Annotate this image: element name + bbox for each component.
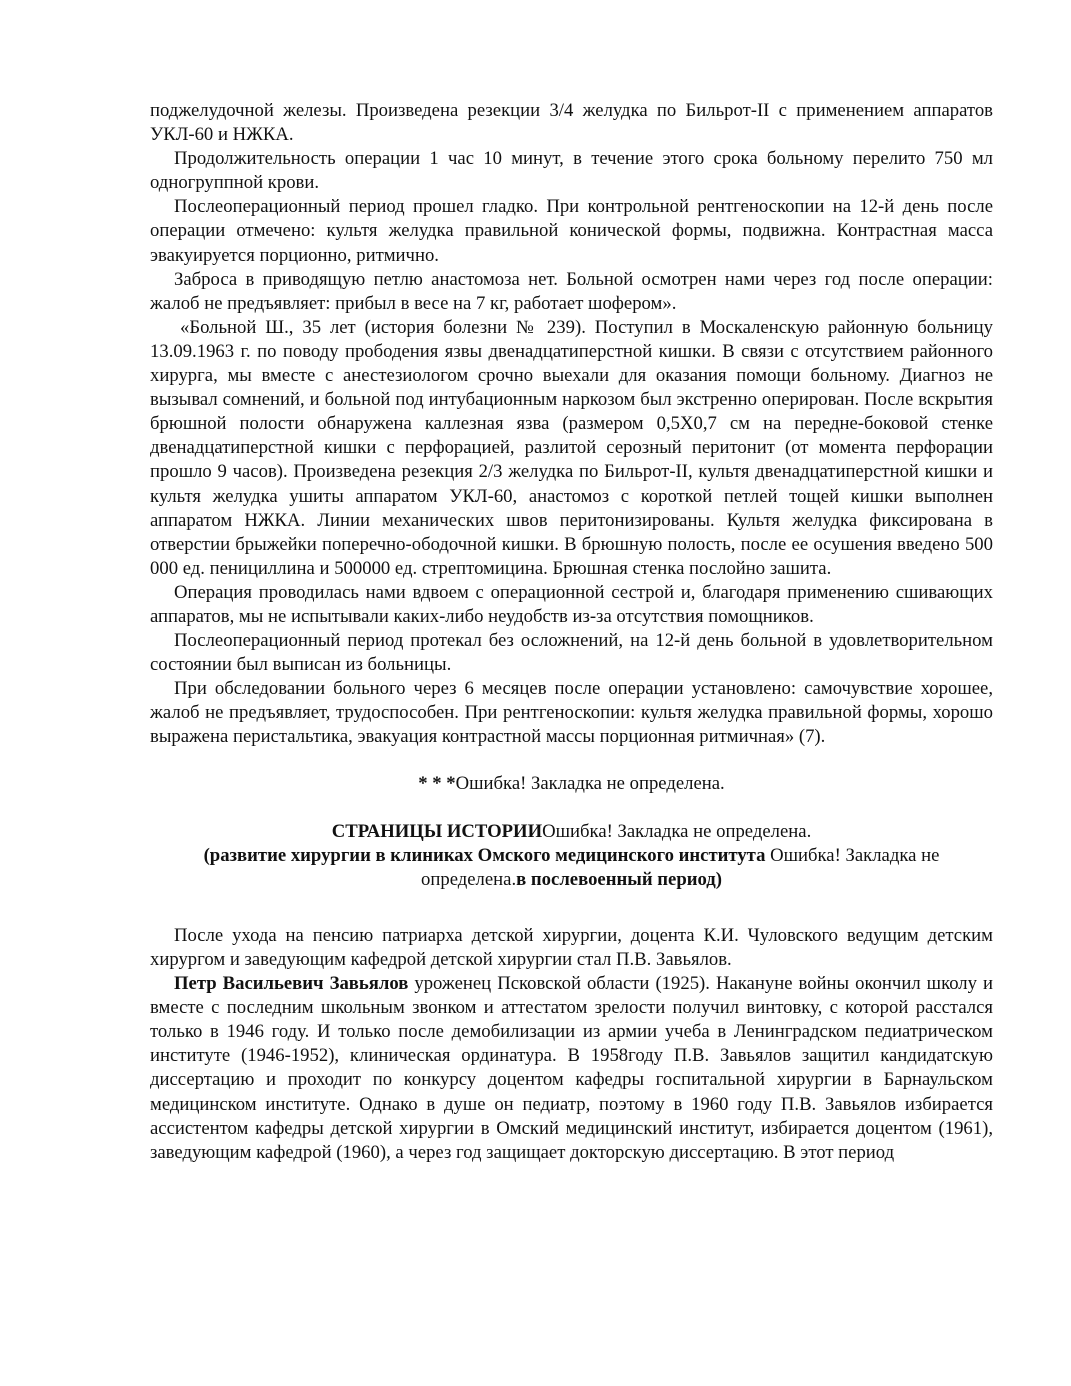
document-page: [150, 99, 993, 1165]
heading-subtitle-part2: в послевоенный период): [516, 868, 722, 890]
paragraph-reflux: Заброса в приводящую петлю анастомоза нет. Больной осмотрен нами через год после операции: жалоб не предъявляет: прибыл в весе на 7 кг, работает шофером».: [150, 268, 993, 314]
bio-text: уроженец Псковской области (1925). Накануне войны окончил школу и вместе с последним школьным звонком и аттестатом зрелости получил винтовку, с которой расстался только в 1946 году. И только после демобилизации из армии учеба в Ленинградском педиатрическом институте (1946-1952), клиническая ординатура. В 1958году П.В. Завьялов защитил кандидатскую диссертацию и проходит по конкурсу доцентом кафедры госпитальной хирургии в Барнаульском медицинском институте. Однако в душе он педиатр, поэтому в 1960 году П.В. Завьялов избирается ассистентом кафедры детской хирургии в Омский медицинский институт, избирается доцентом (1961), заведующим кафедрой (1960), а через год защищает докторскую диссертацию. В этот период: [150, 973, 993, 1163]
paragraph-continuation: поджелудочной железы. Произведена резекции 3/4 желудка по Бильрот-II с применением аппаратов УКЛ-60 и НЖКА.: [150, 100, 993, 146]
heading-subtitle-line: [150, 844, 993, 892]
paragraph-postoperative-course: Послеоперационный период протекал без осложнений, на 12-й день больной в удовлетворительном состоянии был выписан из больницы.: [150, 630, 993, 676]
spacer: [150, 892, 993, 924]
section-separator: [150, 772, 993, 796]
paragraph-operation-duration: Продолжительность операции 1 час 10 минут, в течение этого срока больному перелито 750 мл одногруппной крови.: [150, 148, 993, 194]
person-name: Петр Васильевич Завьялов: [174, 973, 409, 995]
heading-subtitle-error: Ошибка! Закладка не определена.: [421, 844, 940, 890]
paragraph-case-patient: «Больной Ш., 35 лет (история болезни № 239). Поступил в Москаленскую районную больницу 13.09.1963 г. по поводу прободения язвы двенадцатиперстной кишки. В связи с отсутствием районного хирурга, мы вместе с анестезиологом срочно выехали для оказания помощи больному. Диагноз не вызывал сомнений, и больной под интубационным наркозом был экстренно оперирован. После вскрытия брюшной полости обнаружена каллезная язва (размером 0,5Х0,7 см на передне-боковой стенке двенадцатиперстной кишки с перфорацией, разлитой серозный перитонит (от момента перфорации прошло 9 часов). Произведена резекция 2/3 желудка по Бильрот-II, культя двенадцатиперстной кишки и культя желудка ушиты аппаратом УКЛ-60, анастомоз с короткой петлей тощей кишки выполнен аппаратом НЖКА. Линии механических швов перитонизированы. Культя желудка фиксирована в отверстии брыжейки поперечно-ободочной кишки. В брюшную полость, после ее осушения введено 500 000 ед. пенициллина и 500000 ед. стрептомицина. Брюшная стенка послойно зашита.: [150, 316, 993, 579]
separator-error-text: Ошибка! Закладка не определена.: [455, 772, 725, 794]
paragraph-zavyalov-bio: [150, 972, 993, 1165]
paragraph-operation-team: Операция проводилась нами вдвоем с операционной сестрой и, благодаря применению сшивающих аппаратов, мы не испытывали каких-либо неудобств из-за отсутствия помощников.: [150, 581, 993, 627]
paragraph-new-head: После ухода на пенсию патриарха детской хирургии, доцента К.И. Чуловского ведущим детским хирургом и заведующим кафедрой детской хирургии стал П.В. Завьялов.: [150, 924, 993, 970]
heading-title: СТРАНИЦЫ ИСТОРИИ: [331, 820, 543, 842]
paragraph-followup: При обследовании больного через 6 месяцев после операции установлено: самочувствие хорошее, жалоб не предъявляет, трудоспособен. При рентгеноскопии: культя желудка правильной формы, хорошо выражена перистальтика, эвакуация контрастной массы порционная ритмичная» (7).: [150, 678, 993, 748]
separator-stars: * * *: [418, 772, 456, 794]
section-heading: [150, 820, 993, 892]
heading-subtitle-part1: (развитие хирургии в клиниках Омского медицинского института: [203, 844, 766, 866]
heading-title-line: [150, 820, 993, 844]
paragraph-postoperative: Послеоперационный период прошел гладко. При контрольной рентгеноскопии на 12-й день после операции отмечено: культя желудка правильной конической формы, подвижна. Контрастная масса эвакуируется порционно, ритмично.: [150, 196, 993, 266]
heading-title-error: Ошибка! Закладка не определена.: [542, 820, 812, 842]
